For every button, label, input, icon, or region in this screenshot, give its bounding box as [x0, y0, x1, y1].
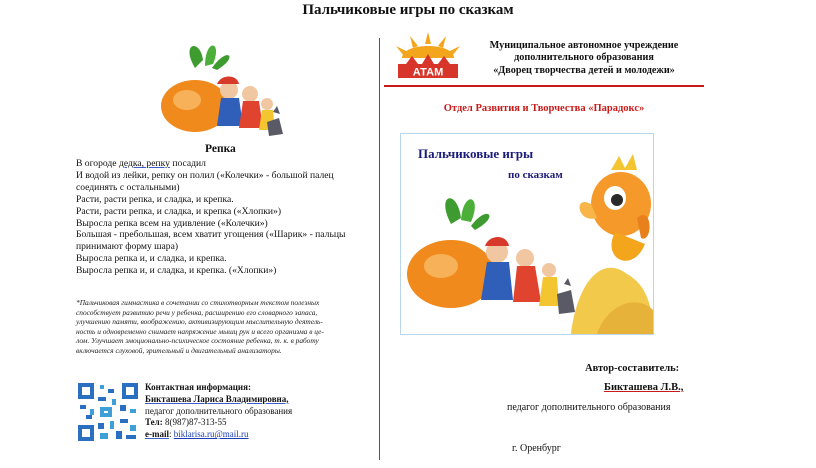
author-role: педагог дополнительного образования: [507, 402, 671, 413]
poem-line: принимают форму шара): [76, 241, 179, 253]
logo-text: АТАМ: [412, 66, 444, 79]
poem-line: Выросла репка и, и сладка, и крепка. («Хлопки»): [76, 265, 277, 277]
contact-name: Бикташева Лариса Владимировна,: [145, 393, 289, 404]
underlined-word: дедка, репку: [118, 158, 170, 169]
atam-logo: [388, 30, 468, 80]
poem-line: соединять с остальными): [76, 181, 180, 193]
poem-line: Большая - пребольшая, всем хватит угощения («Шарик» - пальцы: [76, 229, 346, 241]
email-label: e-mail: [145, 429, 169, 440]
story-title: Репка: [205, 143, 236, 155]
poem-text: [76, 158, 371, 277]
contact-role: педагог дополнительного образования: [145, 405, 293, 416]
cover-illustration: [401, 134, 653, 334]
qr-code-icon[interactable]: [76, 381, 140, 443]
poem-line: В огороде дедка, репку посадил: [76, 158, 206, 169]
author-name: Бикташева Л.В.,: [604, 382, 684, 393]
cover-title-line-1: Пальчиковые игры: [418, 146, 534, 161]
turnip-illustration: [155, 38, 285, 138]
email-link[interactable]: biklarisa.ru@mail.ru: [173, 429, 249, 440]
author-heading: Автор-составитель:: [585, 363, 680, 374]
city-name: г. Оренбург: [512, 443, 561, 454]
department-name: Отдел Развития и Творчества «Парадокс»: [443, 103, 645, 114]
phone-label: Тел:: [145, 417, 163, 428]
header-rule: [384, 85, 704, 87]
poem-line: Выросла репка и, и сладка, и крепка.: [76, 253, 227, 265]
page-divider: [379, 38, 380, 460]
phone-number: 8(987)87-313-55: [164, 417, 227, 428]
cover-image: [400, 133, 654, 335]
crown-icon: [611, 154, 637, 170]
poem-line: Расти, расти репка, и сладка, и крепка.: [76, 193, 234, 205]
poem-line: И водой из лейки, репку он полил («Колечки» - большой палец: [76, 169, 334, 181]
cover-title-line-2: по сказкам: [508, 169, 563, 181]
poem-line: Выросла репка всем на удивление («Колечки»): [76, 217, 268, 229]
footnote: *Пальчиковая гимнастика в сочетании со стихотворным текстом полезных способствует развитию речи у ребенка, расширению его словарного запаса, улучшению памяти, воображению, активизирующим мыслительную деятель- ность и одновременно снимает напряжение мышц рук и всего организма в це- лом. Улучшает эмоционально-психическое состояние ребенка, т. к. в работу включается слуховой, зрительный и двигательный анализаторы.: [76, 298, 324, 355]
poem-line: Расти, расти репка, и сладка, и крепка («Хлопки»): [76, 205, 282, 217]
page-title: Пальчиковые игры по сказкам: [302, 2, 514, 18]
contact-block: Контактная информация: Бикташева Лариса Владимировна, педагог дополнительного образования Тел: 8(987)87-313-55 e-mail: biklarisa.ru@mail.ru: [145, 382, 293, 440]
contact-heading: Контактная информация:: [145, 382, 251, 392]
organization-name: Муниципальное автономное учреждение дополнительного образования «Дворец творчества детей и молодежи»: [489, 40, 679, 76]
